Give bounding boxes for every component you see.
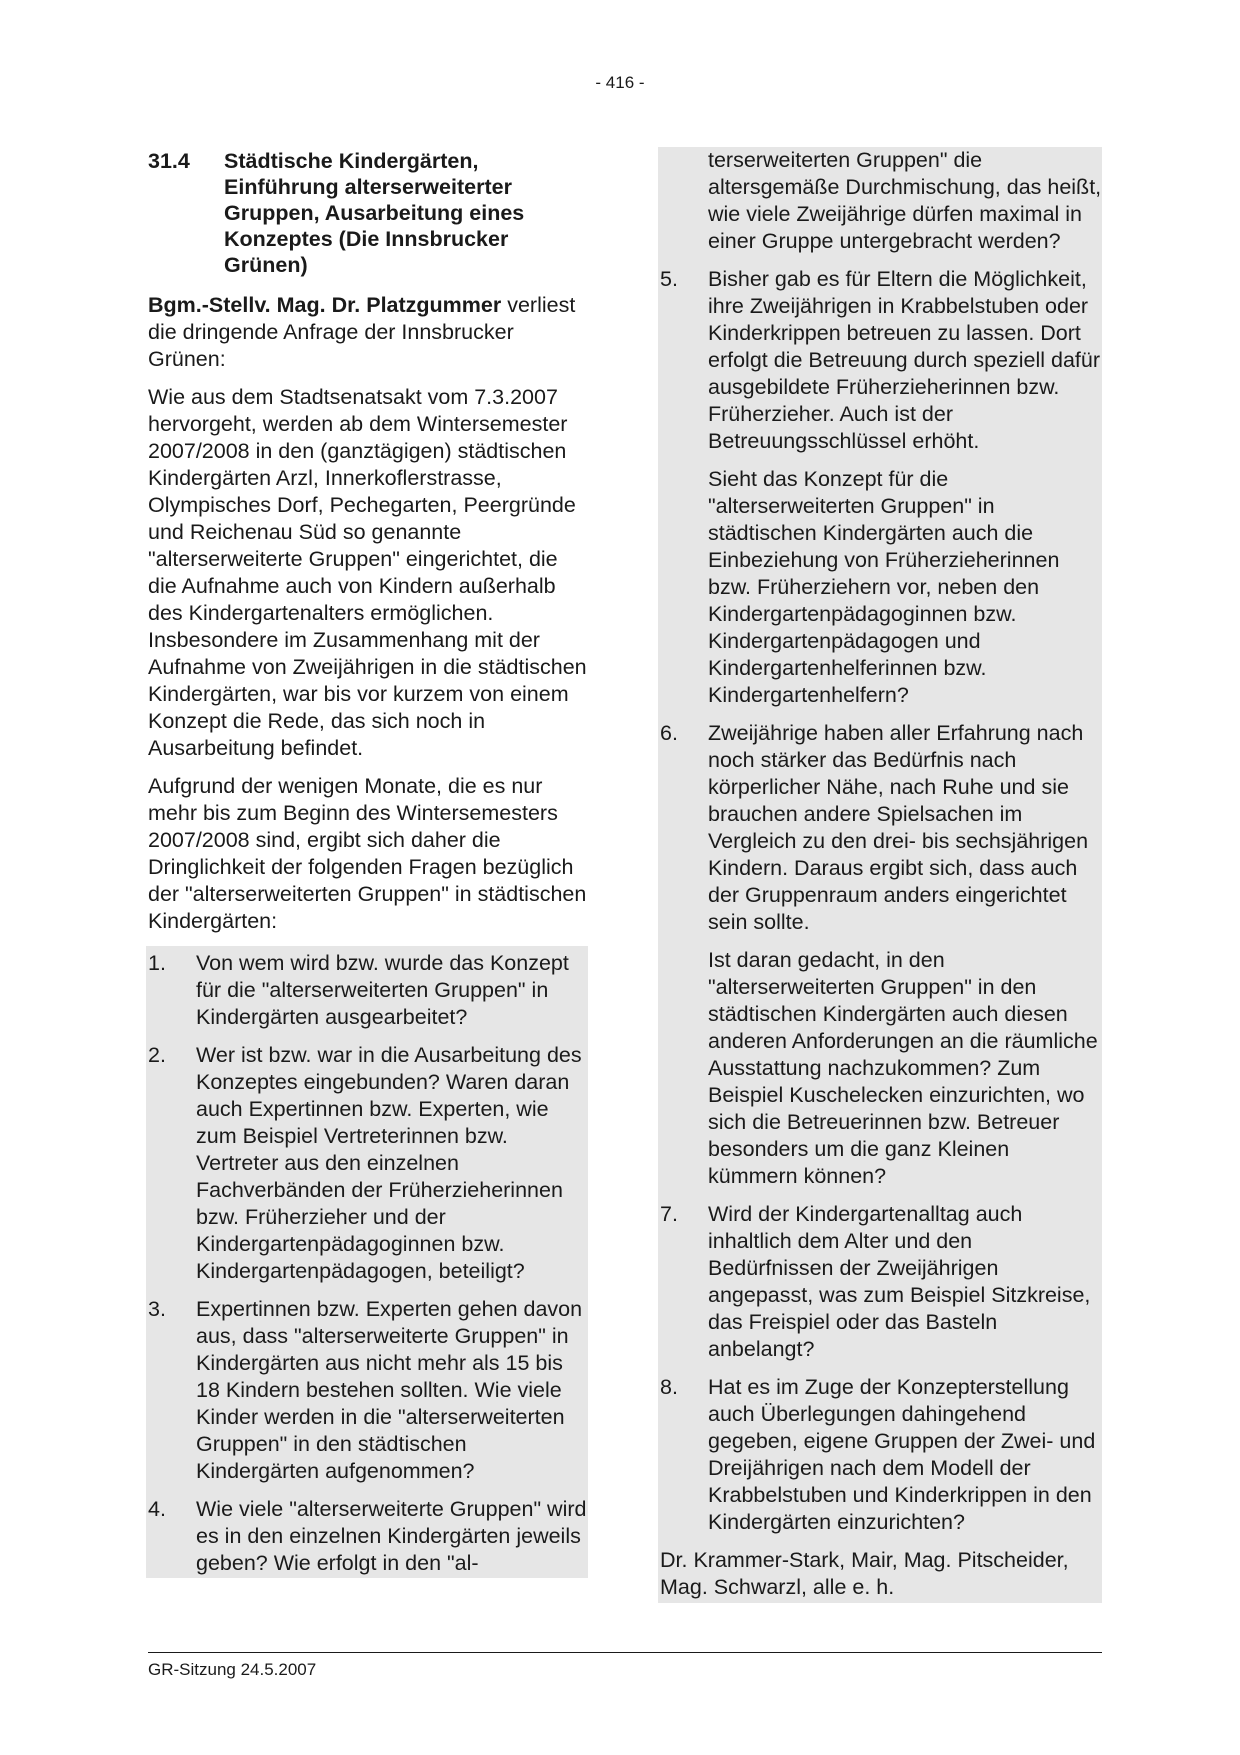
question-item: [660, 720, 1102, 1190]
question-item: [148, 1296, 588, 1485]
signatories: Dr. Krammer-Stark, Mair, Mag. Pitscheider, Mag. Schwarzl, alle e. h.: [660, 1548, 1069, 1599]
section-number: 31.4: [148, 149, 190, 173]
body-paragraph: Wie aus dem Stadtsenatsakt vom 7.3.2007 hervorgeht, werden ab dem Wintersemester 2007/2008 in den (ganztägigen) städtischen Kindergärten Arzl, Innerkoflerstrasse, Olympisches Dorf, Pechegarten, Peergründe und Reichenau Süd so genannte "alterserweiterte Gruppen" eingerichtet, die die Aufnahme auch von Kindern außerhalb des Kindergartenalters ermöglichen. Insbesondere im Zusammenhang mit der Aufnahme von Zweijährigen in die städtischen Kindergärten, war bis vor kurzem von einem Konzept die Rede, das sich noch in Ausarbeitung befindet.: [148, 385, 587, 760]
question-item: [148, 1042, 588, 1285]
page-number: - 416 -: [595, 73, 645, 92]
question-text: [708, 720, 1102, 1190]
question-text: [708, 1201, 1102, 1363]
footer-text: GR-Sitzung 24.5.2007: [148, 1660, 317, 1679]
question-paragraph: Sieht das Konzept für die "alterserweiterten Gruppen" in städtischen Kindergärten auch die Einbeziehung von Früherzieherinnen bzw. Früherziehern vor, neben den Kindergartenpädagoginnen bzw. Kindergartenpädagogen und Kindergartenhelferinnen bzw. Kindergartenhelfern?: [708, 467, 1060, 707]
question-text: [708, 266, 1102, 709]
speaker-name: Bgm.-Stellv. Mag. Dr. Platzgummer: [148, 293, 502, 317]
question-paragraph: Hat es im Zuge der Konzepterstellung auch Überlegungen dahingehend gegeben, eigene Gruppen der Zwei- und Dreijährigen nach dem Modell der Krabbelstuben und Kinderkrippen in den Kindergärten einzurichten?: [708, 1375, 1096, 1534]
question-item: [660, 1201, 1102, 1363]
question-block-right: [658, 147, 1102, 1603]
question-text: Von wem wird bzw. wurde das Konzept für die "alterserweiterten Gruppen" in Kindergärten ausgearbeitet?: [196, 951, 569, 1029]
intro-text: verliest die dringende Anfrage der Innsbrucker Grünen:: [148, 293, 576, 371]
question-block-left: [146, 946, 588, 1578]
question-number: 7.: [660, 1202, 678, 1226]
question-text: [708, 1374, 1102, 1536]
question-text: Expertinnen bzw. Experten gehen davon aus, dass "alterserweiterte Gruppen" in Kindergärten aus nicht mehr als 15 bis 18 Kindern bestehen sollten. Wie viele Kinder werden in die "alterserweiterten Gruppen" in den städtischen Kindergärten aufgenommen?: [196, 1297, 583, 1483]
question-number: 1.: [148, 951, 166, 975]
question-text: Wer ist bzw. war in die Ausarbeitung des Konzeptes eingebunden? Waren daran auch Expertinnen bzw. Experten, wie zum Beispiel Vertreterinnen bzw. Vertreter aus den einzelnen Fachverbänden der Früherzieherinnen bzw. Früherzieher und der Kindergartenpädagoginnen bzw. Kindergartenpädagogen, beteiligt?: [196, 1043, 582, 1283]
question-number: 3.: [148, 1297, 166, 1321]
intro-paragraph: [148, 292, 588, 373]
body-paragraph: Aufgrund der wenigen Monate, die es nur mehr bis zum Beginn des Wintersemesters 2007/2008 sind, ergibt sich daher die Dringlichkeit der folgenden Fragen bezüglich der "alterserweiterten Gruppen" in städtischen Kindergärten:: [148, 774, 587, 933]
question-number: 6.: [660, 721, 678, 745]
question-paragraph: Wird der Kindergartenalltag auch inhaltlich dem Alter und den Bedürfnissen der Zweijährigen angepasst, was zum Beispiel Sitzkreise, das Freispiel oder das Basteln anbelangt?: [708, 1202, 1091, 1361]
section-heading: [148, 148, 588, 278]
question-item: [660, 1374, 1102, 1536]
footer-divider: [148, 1652, 1102, 1653]
left-column: [148, 148, 588, 1578]
question-number: 5.: [660, 267, 678, 291]
question-paragraph: Zweijährige haben aller Erfahrung nach noch stärker das Bedürfnis nach körperlicher Nähe, nach Ruhe und sie brauchen andere Spielsachen im Vergleich zu den drei- bis sechsjährigen Kindern. Daraus ergibt sich, dass auch der Gruppenraum anders eingerichtet sein sollte.: [708, 721, 1089, 934]
question-item: [148, 1496, 588, 1577]
question-paragraph: Bisher gab es für Eltern die Möglichkeit, ihre Zweijährigen in Krabbelstuben oder Kinderkrippen betreuen zu lassen. Dort erfolgt die Betreuung durch speziell dafür ausgebildete Früherzieherinnen bzw. Früherzieher. Auch ist der Betreuungsschlüssel erhöht.: [708, 267, 1101, 453]
question-number: 8.: [660, 1375, 678, 1399]
section-title: Städtische Kindergärten, Einführung alterserweiterter Gruppen, Ausarbeitung eines Konzeptes (Die Innsbrucker Grünen): [224, 149, 525, 277]
question-paragraph: Ist daran gedacht, in den "alterserweiterten Gruppen" in den städtischen Kindergärten auch diesen anderen Anforderungen an die räumliche Ausstattung nachzukommen? Zum Beispiel Kuschelecken einzurichten, wo sich die Betreuerinnen bzw. Betreuer besonders um die ganz Kleinen kümmern können?: [708, 948, 1098, 1188]
question-number: 4.: [148, 1497, 166, 1521]
question-item: [148, 950, 588, 1031]
question-item: [660, 266, 1102, 709]
question-4-continuation: terserweiterten Gruppen" die altersgemäße Durchmischung, das heißt, wie viele Zweijährige dürfen maximal in einer Gruppe untergebracht werden?: [708, 148, 1102, 253]
question-text: Wie viele "alterserweiterte Gruppen" wird es in den einzelnen Kindergärten jeweils geben? Wie erfolgt in den "al-: [196, 1497, 587, 1575]
question-number: 2.: [148, 1043, 166, 1067]
